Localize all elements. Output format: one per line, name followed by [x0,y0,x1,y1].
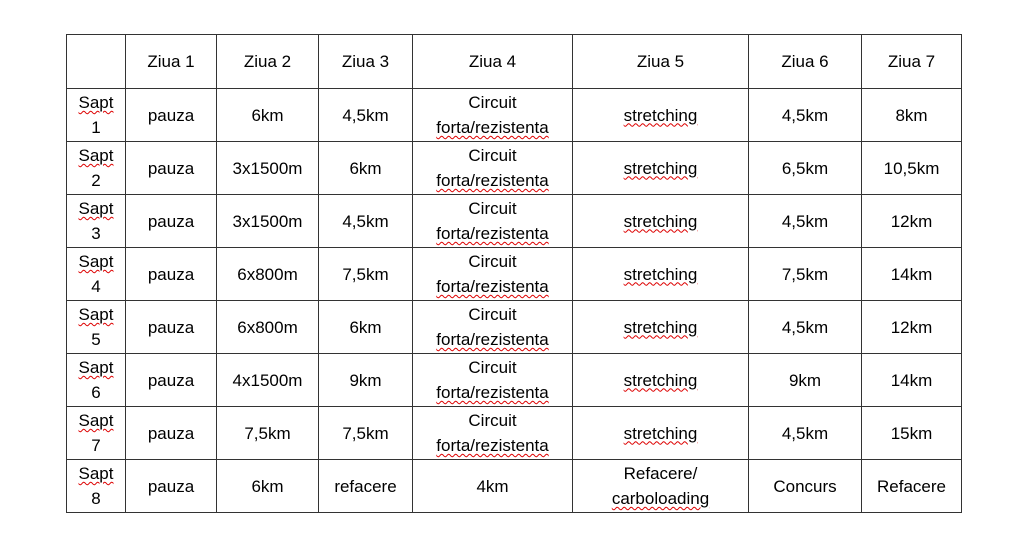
table-cell: stretching [573,301,749,354]
table-cell: 6x800m [217,248,319,301]
table-cell: pauza [126,354,217,407]
table-cell: 6km [217,89,319,142]
table-row [67,89,962,142]
table-cell: 9km [319,354,413,407]
table-cell: stretching [573,248,749,301]
table-cell: Circuit forta/rezistenta [413,407,573,460]
table-row [67,407,962,460]
table-cell: 15km [862,407,962,460]
header-cell-ziua-3: Ziua 3 [319,35,413,89]
header-cell-ziua-2: Ziua 2 [217,35,319,89]
table-cell: Circuit forta/rezistenta [413,354,573,407]
table-cell: 4,5km [749,407,862,460]
table-cell: Circuit forta/rezistenta [413,89,573,142]
week-label: Sapt 5 [67,301,126,354]
table-row [67,301,962,354]
table-cell: 10,5km [862,142,962,195]
table-cell: pauza [126,89,217,142]
header-cell-ziua-1: Ziua 1 [126,35,217,89]
table-row [67,142,962,195]
table-cell: 6km [319,301,413,354]
table-cell: 3x1500m [217,142,319,195]
week-label: Sapt 6 [67,354,126,407]
header-cell-ziua-6: Ziua 6 [749,35,862,89]
week-label: Sapt 7 [67,407,126,460]
table-cell: Circuit forta/rezistenta [413,301,573,354]
table-cell: 4,5km [749,195,862,248]
table-cell: 8km [862,89,962,142]
table-cell: stretching [573,195,749,248]
table-cell: 4km [413,460,573,513]
table-cell: Refacere/ carboloading [573,460,749,513]
table-cell: Circuit forta/rezistenta [413,248,573,301]
table-header-row [67,35,962,89]
table-cell: pauza [126,407,217,460]
header-cell-ziua-4: Ziua 4 [413,35,573,89]
table-cell: 6,5km [749,142,862,195]
table-cell: Refacere [862,460,962,513]
table-cell: pauza [126,248,217,301]
table-cell: pauza [126,460,217,513]
table-cell: pauza [126,301,217,354]
table-cell: 14km [862,248,962,301]
table-cell: 4,5km [319,195,413,248]
week-label: Sapt 4 [67,248,126,301]
table-cell: pauza [126,142,217,195]
table-cell: 6km [217,460,319,513]
table-cell: stretching [573,407,749,460]
table-cell: 3x1500m [217,195,319,248]
table-cell: Circuit forta/rezistenta [413,142,573,195]
table-cell: stretching [573,89,749,142]
table-cell: 4,5km [319,89,413,142]
table-cell: Circuit forta/rezistenta [413,195,573,248]
table-cell: 4,5km [749,89,862,142]
table-cell: 7,5km [319,407,413,460]
table-cell: Concurs [749,460,862,513]
table-row [67,248,962,301]
header-cell-ziua-5: Ziua 5 [573,35,749,89]
table-cell: 9km [749,354,862,407]
table-cell: 7,5km [319,248,413,301]
table-row [67,460,962,513]
table-cell: stretching [573,142,749,195]
table-cell: 6x800m [217,301,319,354]
table-cell: 6km [319,142,413,195]
table-cell: 7,5km [749,248,862,301]
table-cell: 4,5km [749,301,862,354]
header-cell-corner [67,35,126,89]
table-cell: stretching [573,354,749,407]
header-cell-ziua-7: Ziua 7 [862,35,962,89]
week-label: Sapt 3 [67,195,126,248]
table-cell: 14km [862,354,962,407]
table-row [67,195,962,248]
table-cell: 12km [862,301,962,354]
table-cell: refacere [319,460,413,513]
table-row [67,354,962,407]
table-cell: 12km [862,195,962,248]
table-cell: 4x1500m [217,354,319,407]
table-cell: 7,5km [217,407,319,460]
week-label: Sapt 8 [67,460,126,513]
training-schedule-table [66,34,962,513]
week-label: Sapt 1 [67,89,126,142]
week-label: Sapt 2 [67,142,126,195]
table-cell: pauza [126,195,217,248]
